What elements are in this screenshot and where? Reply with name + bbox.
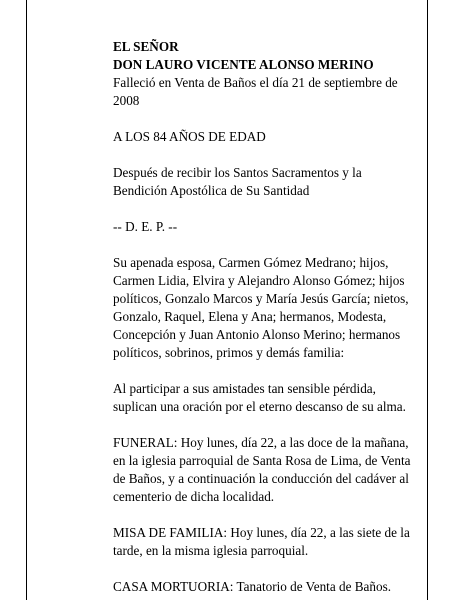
prayer-request: Al participar a sus amistades tan sensible pérdida, suplican una oración por el eterno descanso de su alma. xyxy=(113,381,406,414)
funeral-home-line: CASA MORTUORIA: Tanatorio de Venta de Baños. xyxy=(113,579,392,594)
rip-line: -- D. E. P. -- xyxy=(113,219,178,234)
family-paragraph: Su apenada esposa, Carmen Gómez Medrano; hijos, Carmen Lidia, Elvira y Alejandro Alonso Gómez; hijos políticos, Gonzalo Marcos y María Jesús García; nietos, Gonzalo, Raquel, Elena y Ana; hermanos, Modesta, Concepción y Juan Antonio Alonso Merino; hermanos políticos, sobrinos, primos y demás familia: xyxy=(113,255,409,360)
family-mass-details: MISA DE FAMILIA: Hoy lunes, día 22, a las siete de la tarde, en la misma iglesia parroquial. xyxy=(113,525,410,558)
obituary-notice xyxy=(113,38,419,614)
sacraments-line: Después de recibir los Santos Sacramentos y la Bendición Apostólica de Su Santidad xyxy=(113,165,362,198)
age-line: A LOS 84 AÑOS DE EDAD xyxy=(113,129,266,144)
funeral-details: FUNERAL: Hoy lunes, día 22, a las doce de la mañana, en la iglesia parroquial de Santa Rosa de Lima, de Venta de Baños, y a continuación la conducción del cadáver al cementerio de dicha localidad. xyxy=(113,435,411,504)
death-statement: Falleció en Venta de Baños el día 21 de septiembre de 2008 xyxy=(113,75,398,108)
deceased-name: DON LAURO VICENTE ALONSO MERINO xyxy=(113,57,374,72)
heading-title: EL SEÑOR xyxy=(113,39,179,54)
